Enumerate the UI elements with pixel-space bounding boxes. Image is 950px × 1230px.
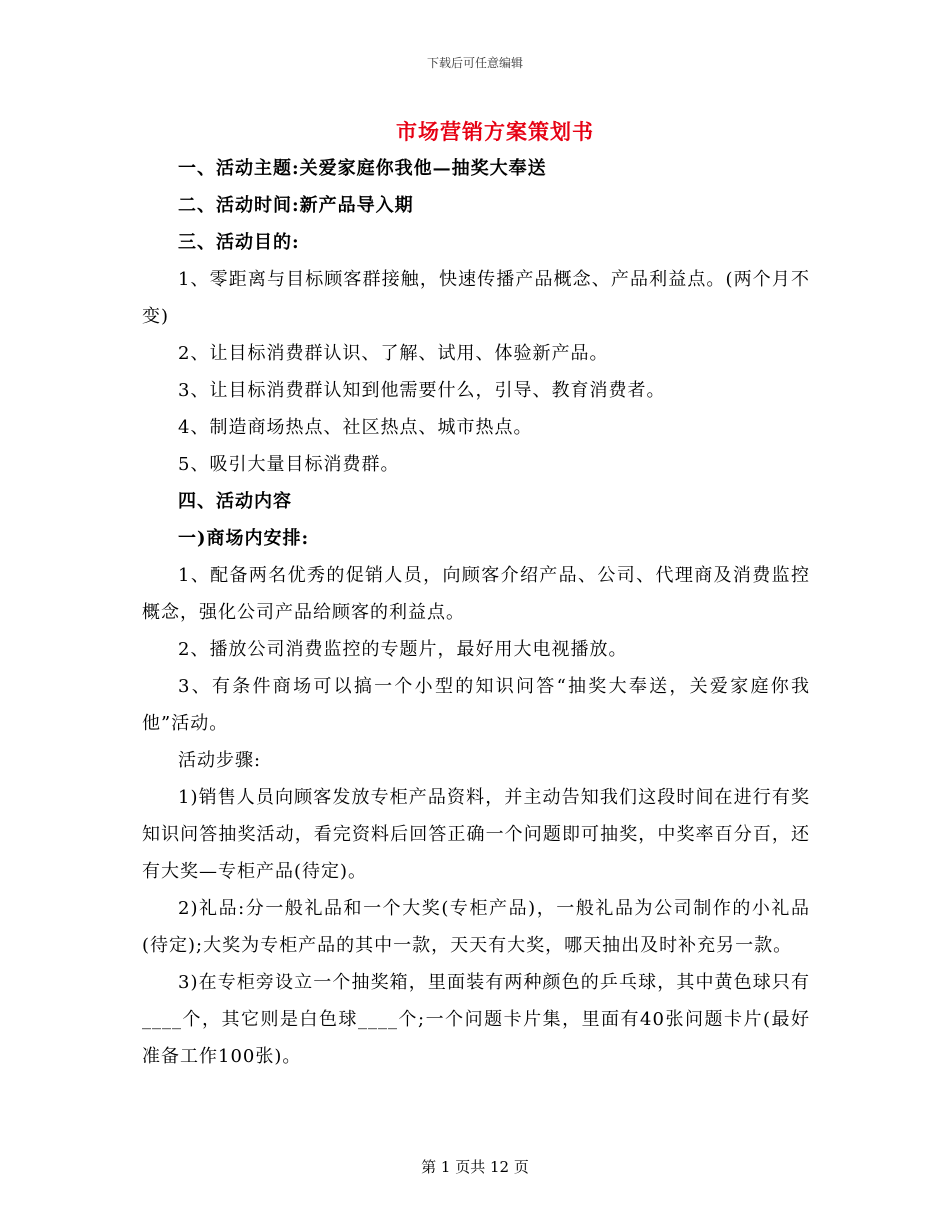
document-body bbox=[142, 150, 810, 1075]
paragraph: 3、让目标消费群认知到他需要什么，引导、教育消费者。 bbox=[178, 380, 666, 401]
paragraph: 3)在专柜旁设立一个抽奖箱，里面装有两种颜色的乒乓球，其中黄色球只有____个，其它则是白色球____个;一个问题卡片集，里面有40张问题卡片(最好准备工作100张)。 bbox=[142, 972, 810, 1067]
document-title: 市场营销方案策划书 bbox=[396, 119, 594, 144]
paragraph: 2、让目标消费群认识、了解、试用、体验新产品。 bbox=[178, 343, 609, 364]
paragraph: 三、活动目的: bbox=[178, 232, 300, 253]
paragraph: 活动步骤: bbox=[178, 750, 262, 771]
paragraph: 一)商场内安排: bbox=[178, 528, 310, 549]
paragraph: 1、配备两名优秀的促销人员，向顾客介绍产品、公司、代理商及消费监控概念，强化公司产品给顾客的利益点。 bbox=[142, 565, 810, 623]
paragraph: 2、播放公司消费监控的专题片，最好用大电视播放。 bbox=[178, 639, 628, 660]
paragraph: 3、有条件商场可以搞一个小型的知识问答“抽奖大奉送，关爱家庭你我他”活动。 bbox=[142, 676, 810, 734]
paragraph: 2)礼品:分一般礼品和一个大奖(专柜产品)，一般礼品为公司制作的小礼品(待定);大奖为专柜产品的其中一款，天天有大奖，哪天抽出及时补充另一款。 bbox=[142, 898, 810, 956]
paragraph: 1、零距离与目标顾客群接触，快速传播产品概念、产品利益点。(两个月不变) bbox=[142, 269, 810, 327]
header-note: 下载后可任意编辑 bbox=[426, 56, 523, 70]
paragraph: 四、活动内容 bbox=[178, 491, 292, 512]
page-footer: 第 1 页共 12 页 bbox=[421, 1158, 529, 1176]
paragraph: 1)销售人员向顾客发放专柜产品资料，并主动告知我们这段时间在进行有奖知识问答抽奖活动，看完资料后回答正确一个问题即可抽奖，中奖率百分百，还有大奖—专柜产品(待定)。 bbox=[142, 787, 810, 882]
paragraph: 4、制造商场热点、社区热点、城市热点。 bbox=[178, 417, 533, 438]
paragraph: 二、活动时间:新产品导入期 bbox=[178, 195, 414, 216]
paragraph: 一、活动主题:关爱家庭你我他—抽奖大奉送 bbox=[178, 158, 547, 179]
paragraph: 5、吸引大量目标消费群。 bbox=[178, 454, 400, 475]
